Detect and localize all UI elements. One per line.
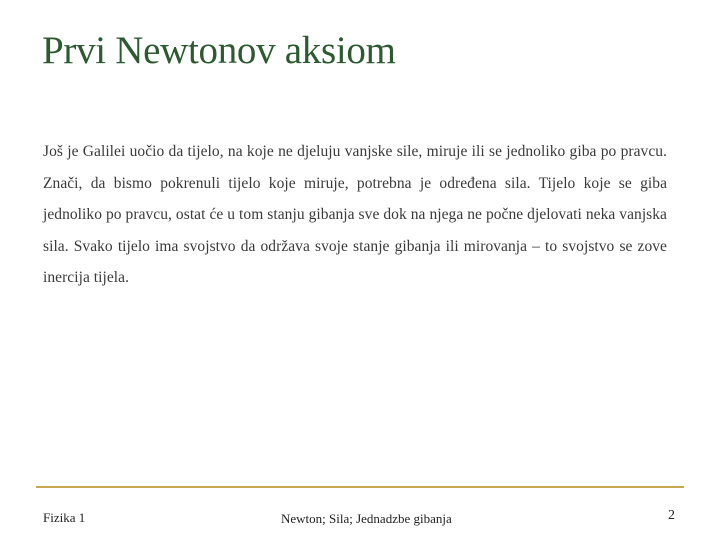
footer-course: Fizika 1 [43, 510, 86, 525]
footer-topic: Newton; Sila; Jednadzbe gibanja [281, 511, 452, 526]
slide-title: Prvi Newtonov aksiom [42, 29, 396, 72]
page-number: 2 [668, 508, 675, 523]
body-paragraph: Još je Galilei uočio da tijelo, na koje ne djeluju vanjske sile, miruje ili se jednoliko giba po pravcu. Znači, da bismo pokrenuli tijelo koje miruje, potrebna je određena sila. Tijelo koje se giba jednoliko po pravcu, ostat će u tom stanju gibanja sve dok na njega ne počne djelovati neka vanjska sila. Svako tijelo ima svojstvo da održava svoje stanje gibanja ili mirovanja – to svojstvo se zove inercija tijela. [43, 143, 667, 287]
footer-divider [36, 486, 684, 488]
